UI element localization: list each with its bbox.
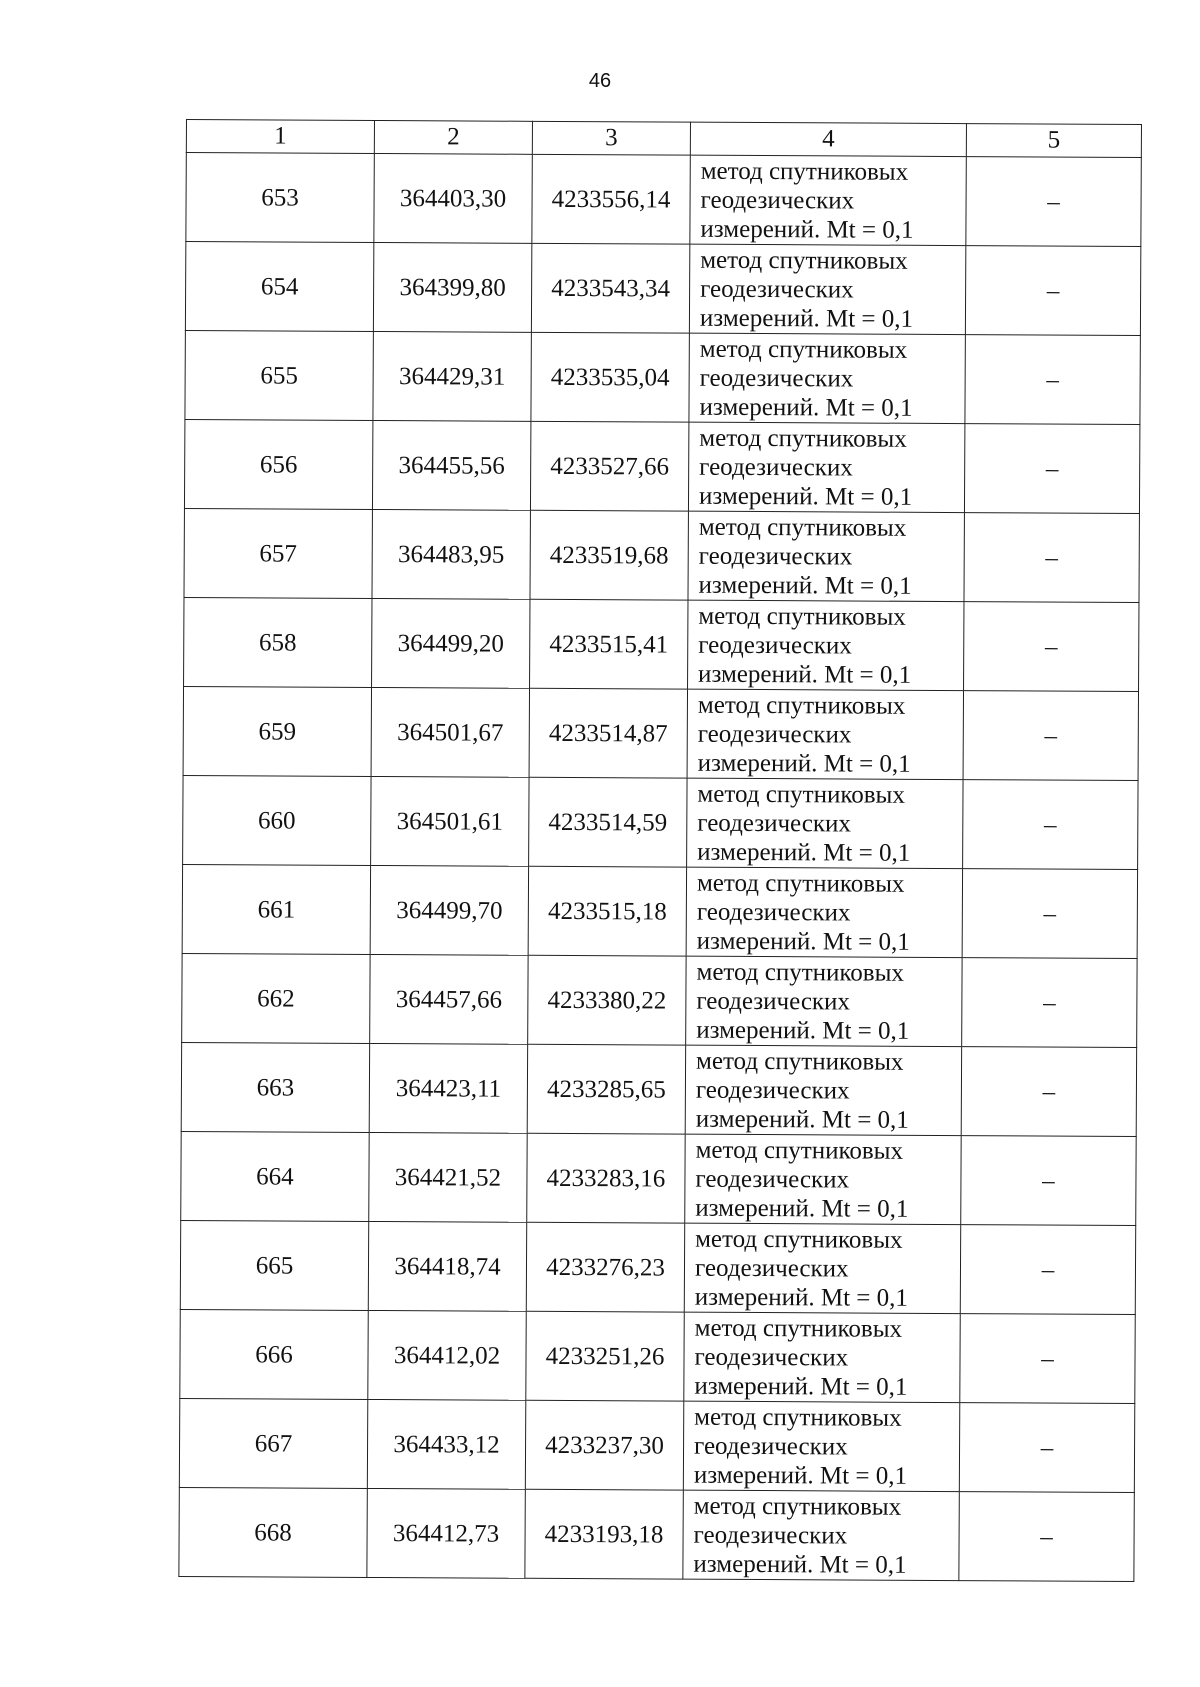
coordinates-table bbox=[178, 119, 1142, 1582]
method-line: геодезических bbox=[699, 364, 854, 392]
x-coordinate-cell: 364499,70 bbox=[370, 865, 528, 955]
x-coordinate-cell: 364455,56 bbox=[372, 420, 530, 510]
point-number-cell: 660 bbox=[183, 775, 371, 865]
point-number-cell: 663 bbox=[181, 1042, 369, 1132]
point-number-cell: 655 bbox=[185, 330, 373, 420]
method-line: измерений. Mt = 0,1 bbox=[696, 1016, 910, 1045]
method-line: геодезических bbox=[697, 720, 852, 748]
y-coordinate-cell: 4233515,18 bbox=[528, 866, 686, 956]
point-number-cell: 657 bbox=[184, 508, 372, 598]
method-cell bbox=[686, 867, 962, 957]
table-row bbox=[186, 153, 1141, 247]
method-line: измерений. Mt = 0,1 bbox=[697, 838, 911, 867]
note-cell: – bbox=[961, 1047, 1136, 1137]
note-cell: – bbox=[963, 691, 1138, 781]
method-line: метод спутниковых bbox=[698, 602, 906, 631]
x-coordinate-cell: 364403,30 bbox=[374, 153, 532, 243]
y-coordinate-cell: 4233556,14 bbox=[532, 154, 690, 244]
method-line: измерений. Mt = 0,1 bbox=[698, 482, 913, 511]
method-cell bbox=[683, 1490, 959, 1580]
x-coordinate-cell: 364501,67 bbox=[371, 687, 529, 777]
method-line: метод спутниковых bbox=[695, 1136, 904, 1165]
x-coordinate-cell: 364501,61 bbox=[371, 776, 529, 866]
method-line: метод спутниковых bbox=[700, 246, 908, 275]
page-number: 46 bbox=[588, 70, 612, 92]
method-line: метод спутниковых bbox=[700, 157, 909, 186]
x-coordinate-cell: 364499,20 bbox=[372, 598, 530, 688]
point-number-cell: 666 bbox=[180, 1309, 368, 1399]
method-cell bbox=[687, 689, 963, 779]
method-line: геодезических bbox=[694, 1343, 849, 1371]
column-header-2: 2 bbox=[374, 120, 532, 154]
table-row bbox=[180, 1220, 1135, 1314]
point-number-cell: 653 bbox=[186, 153, 374, 243]
method-line: геодезических bbox=[698, 631, 852, 659]
method-line: геодезических bbox=[695, 1165, 850, 1193]
x-coordinate-cell: 364421,52 bbox=[369, 1132, 527, 1222]
note-cell: – bbox=[964, 424, 1139, 514]
method-line: метод спутниковых bbox=[699, 335, 908, 364]
y-coordinate-cell: 4233251,26 bbox=[526, 1311, 684, 1401]
table-row bbox=[185, 242, 1140, 336]
method-line: измерений. Mt = 0,1 bbox=[693, 1550, 907, 1579]
y-coordinate-cell: 4233285,65 bbox=[527, 1044, 685, 1134]
method-line: измерений. Mt = 0,1 bbox=[700, 215, 914, 244]
x-coordinate-cell: 364418,74 bbox=[368, 1221, 526, 1311]
method-line: геодезических bbox=[697, 809, 851, 837]
method-line: метод спутниковых bbox=[694, 1403, 902, 1432]
note-cell: – bbox=[963, 780, 1138, 870]
table-row bbox=[184, 419, 1139, 513]
table-row bbox=[184, 597, 1139, 691]
method-line: геодезических bbox=[693, 1432, 848, 1460]
method-line: измерений. Mt = 0,1 bbox=[697, 749, 911, 778]
column-header-4: 4 bbox=[690, 122, 966, 156]
y-coordinate-cell: 4233515,41 bbox=[530, 599, 688, 689]
y-coordinate-cell: 4233283,16 bbox=[527, 1133, 685, 1223]
column-header-1: 1 bbox=[186, 120, 374, 154]
note-cell: – bbox=[965, 246, 1140, 336]
method-cell bbox=[684, 1223, 960, 1313]
y-coordinate-cell: 4233380,22 bbox=[528, 955, 686, 1045]
x-coordinate-cell: 364457,66 bbox=[370, 954, 528, 1044]
point-number-cell: 665 bbox=[180, 1220, 368, 1310]
table-row bbox=[182, 864, 1137, 958]
method-line: измерений. Mt = 0,1 bbox=[693, 1461, 908, 1490]
method-line: метод спутниковых bbox=[696, 958, 905, 987]
note-cell: – bbox=[964, 513, 1139, 603]
method-cell bbox=[690, 155, 966, 245]
x-coordinate-cell: 364429,31 bbox=[373, 331, 531, 421]
method-line: измерений. Mt = 0,1 bbox=[699, 393, 913, 422]
method-line: геодезических bbox=[698, 542, 853, 570]
point-number-cell: 656 bbox=[184, 419, 372, 509]
method-cell bbox=[685, 1045, 961, 1135]
table-row bbox=[181, 1131, 1136, 1225]
method-line: метод спутниковых bbox=[697, 780, 905, 809]
method-line: геодезических bbox=[694, 1254, 849, 1282]
y-coordinate-cell: 4233276,23 bbox=[526, 1222, 684, 1312]
y-coordinate-cell: 4233543,34 bbox=[531, 243, 689, 333]
method-line: геодезических bbox=[695, 1076, 850, 1104]
table-body bbox=[179, 153, 1141, 1582]
method-cell bbox=[685, 1134, 961, 1224]
note-cell: – bbox=[962, 958, 1137, 1048]
point-number-cell: 659 bbox=[183, 686, 371, 776]
method-line: геодезических bbox=[696, 987, 851, 1015]
table-row bbox=[182, 953, 1137, 1047]
y-coordinate-cell: 4233527,66 bbox=[530, 421, 688, 511]
note-cell: – bbox=[965, 335, 1140, 425]
method-line: метод спутниковых bbox=[694, 1314, 903, 1343]
y-coordinate-cell: 4233514,87 bbox=[529, 688, 687, 778]
point-number-cell: 662 bbox=[182, 953, 370, 1043]
method-line: метод спутниковых bbox=[697, 691, 906, 720]
column-header-3: 3 bbox=[532, 121, 690, 155]
method-line: измерений. Mt = 0,1 bbox=[695, 1105, 909, 1134]
method-line: измерений. Mt = 0,1 bbox=[696, 927, 910, 956]
x-coordinate-cell: 364412,73 bbox=[367, 1488, 525, 1578]
x-coordinate-cell: 364423,11 bbox=[369, 1043, 527, 1133]
table-row bbox=[181, 1042, 1136, 1136]
x-coordinate-cell: 364399,80 bbox=[373, 242, 531, 332]
method-cell bbox=[684, 1312, 960, 1402]
y-coordinate-cell: 4233535,04 bbox=[531, 332, 689, 422]
method-line: геодезических bbox=[700, 275, 854, 303]
table-header bbox=[186, 120, 1141, 158]
point-number-cell: 658 bbox=[184, 597, 372, 687]
point-number-cell: 664 bbox=[181, 1131, 369, 1221]
method-cell bbox=[686, 956, 962, 1046]
note-cell: – bbox=[959, 1403, 1134, 1493]
method-line: измерений. Mt = 0,1 bbox=[694, 1283, 908, 1312]
note-cell: – bbox=[959, 1492, 1134, 1582]
y-coordinate-cell: 4233514,59 bbox=[529, 777, 687, 867]
method-line: измерений. Mt = 0,1 bbox=[698, 571, 912, 600]
table-row bbox=[179, 1398, 1134, 1492]
method-cell bbox=[683, 1401, 959, 1491]
method-line: геодезических bbox=[700, 186, 855, 214]
table-row bbox=[179, 1487, 1134, 1581]
method-cell bbox=[688, 422, 964, 512]
note-cell: – bbox=[961, 1136, 1136, 1226]
note-cell: – bbox=[962, 869, 1137, 959]
x-coordinate-cell: 364433,12 bbox=[367, 1399, 525, 1489]
table-row bbox=[180, 1309, 1135, 1403]
method-line: метод спутниковых bbox=[695, 1225, 903, 1254]
point-number-cell: 667 bbox=[179, 1398, 367, 1488]
method-line: геодезических bbox=[693, 1521, 848, 1549]
point-number-cell: 661 bbox=[182, 864, 370, 954]
table-row bbox=[184, 508, 1139, 602]
note-cell: – bbox=[960, 1225, 1135, 1315]
y-coordinate-cell: 4233519,68 bbox=[530, 510, 688, 600]
method-line: геодезических bbox=[699, 453, 853, 481]
method-cell bbox=[688, 511, 964, 601]
note-cell: – bbox=[966, 157, 1141, 247]
method-cell bbox=[687, 778, 963, 868]
table-row bbox=[183, 775, 1138, 869]
table-row bbox=[183, 686, 1138, 780]
method-line: измерений. Mt = 0,1 bbox=[695, 1194, 909, 1223]
note-cell: – bbox=[964, 602, 1139, 692]
method-line: измерений. Mt = 0,1 bbox=[694, 1372, 908, 1401]
method-cell bbox=[689, 333, 965, 423]
x-coordinate-cell: 364412,02 bbox=[368, 1310, 526, 1400]
method-line: метод спутниковых bbox=[696, 1047, 904, 1076]
header-row bbox=[186, 120, 1141, 158]
table-row bbox=[185, 330, 1140, 424]
method-line: измерений. Mt = 0,1 bbox=[699, 304, 914, 333]
column-header-5: 5 bbox=[966, 124, 1141, 158]
method-line: метод спутниковых bbox=[699, 424, 907, 453]
method-line: метод спутниковых bbox=[693, 1492, 902, 1521]
x-coordinate-cell: 364483,95 bbox=[372, 509, 530, 599]
method-cell bbox=[688, 600, 964, 690]
point-number-cell: 668 bbox=[179, 1487, 367, 1577]
method-line: измерений. Mt = 0,1 bbox=[698, 660, 912, 689]
note-cell: – bbox=[960, 1314, 1135, 1404]
method-line: метод спутниковых bbox=[696, 869, 905, 898]
method-cell bbox=[689, 244, 965, 334]
method-line: геодезических bbox=[696, 898, 851, 926]
point-number-cell: 654 bbox=[185, 242, 373, 332]
y-coordinate-cell: 4233193,18 bbox=[525, 1489, 683, 1579]
method-line: метод спутниковых bbox=[698, 513, 907, 542]
y-coordinate-cell: 4233237,30 bbox=[525, 1400, 683, 1490]
